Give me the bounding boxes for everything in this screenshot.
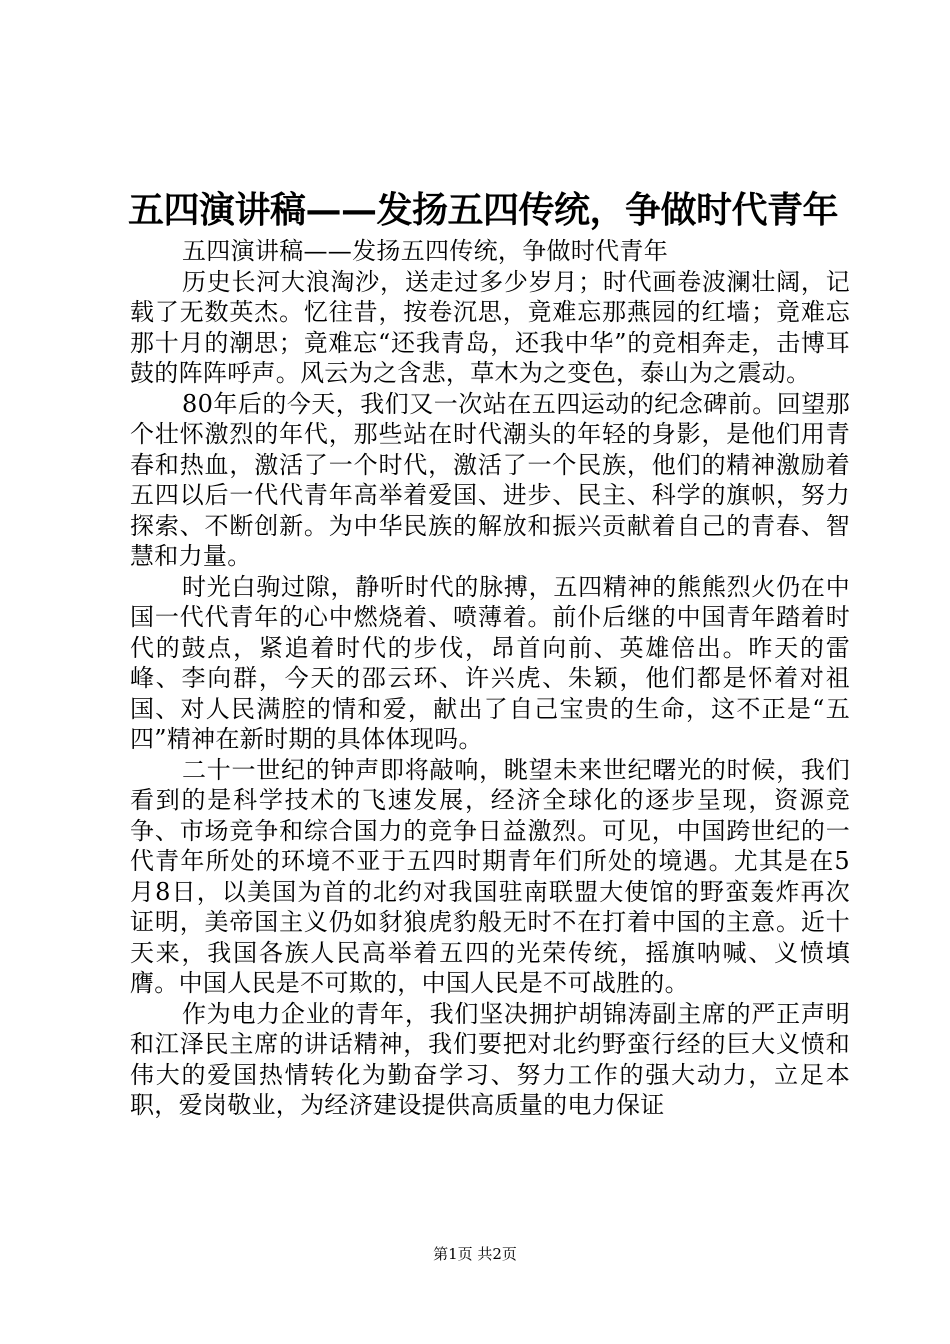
paragraph-5: 作为电力企业的青年，我们坚决拥护胡锦涛副主席的严正声明和江泽民主席的讲话精神，我们要把对北约野蛮行经的巨大义愤和伟大的爱国热情转化为勤奋学习、努力工作的强大动力，立足本职，爱岗敬业，为经济建设提供高质量的电力保证 [130, 999, 850, 1119]
paragraph-3: 时光白驹过隙，静听时代的脉搏，五四精神的熊熊烈火仍在中国一代代青年的心中燃烧着、喷薄着。前仆后继的中国青年踏着时代的鼓点，紧追着时代的步伐，昂首向前、英雄倍出。昨天的雷峰、李向群，今天的邵云环、许兴虎、朱颖，他们都是怀着对祖国、对人民满腔的情和爱，献出了自己宝贵的生命，这不正是“五四”精神在新时期的具体体现吗。 [130, 572, 850, 753]
page-footer: 第1页 共2页 [433, 1245, 517, 1263]
paragraph-4: 二十一世纪的钟声即将敲响，眺望未来世纪曙光的时候，我们看到的是科学技术的飞速发展，经济全球化的逐步呈现，资源竞争、市场竞争和综合国力的竞争日益激烈。可见，中国跨世纪的一代青年所处的环境不亚于五四时期青年们所处的境遇。尤其是在5月8日，以美国为首的北约对我国驻南联盟大使馆的野蛮轰炸再次证明，美帝国主义仍如豺狼虎豹般无时不在打着中国的主意。近十天来，我国各族人民高举着五四的光荣传统，摇旗呐喊、义愤填膺。中国人民是不可欺的，中国人民是不可战胜的。 [130, 755, 850, 997]
paragraph-2: 80年后的今天，我们又一次站在五四运动的纪念碑前。回望那个壮怀激烈的年代，那些站在时代潮头的年轻的身影，是他们用青春和热血，激活了一个时代，激活了一个民族，他们的精神激励着五四以后一代代青年高举着爱国、进步、民主、科学的旗帜，努力探索、不断创新。为中华民族的解放和振兴贡献着自己的青春、智慧和力量。 [130, 389, 850, 570]
document-title: 五四演讲稿——发扬五四传统，争做时代青年 [128, 189, 839, 231]
paragraph-1: 历史长河大浪淘沙，送走过多少岁月；时代画卷波澜壮阔，记载了无数英杰。忆往昔，按卷沉思，竟难忘那燕园的红墙；竟难忘那十月的潮思；竟难忘“还我青岛，还我中华”的竞相奔走，击博耳鼓的阵阵呼声。风云为之含悲，草木为之变色，泰山为之震动。 [130, 267, 850, 387]
document-body [130, 236, 850, 1121]
paragraph-subtitle: 五四演讲稿——发扬五四传统，争做时代青年 [182, 237, 668, 265]
